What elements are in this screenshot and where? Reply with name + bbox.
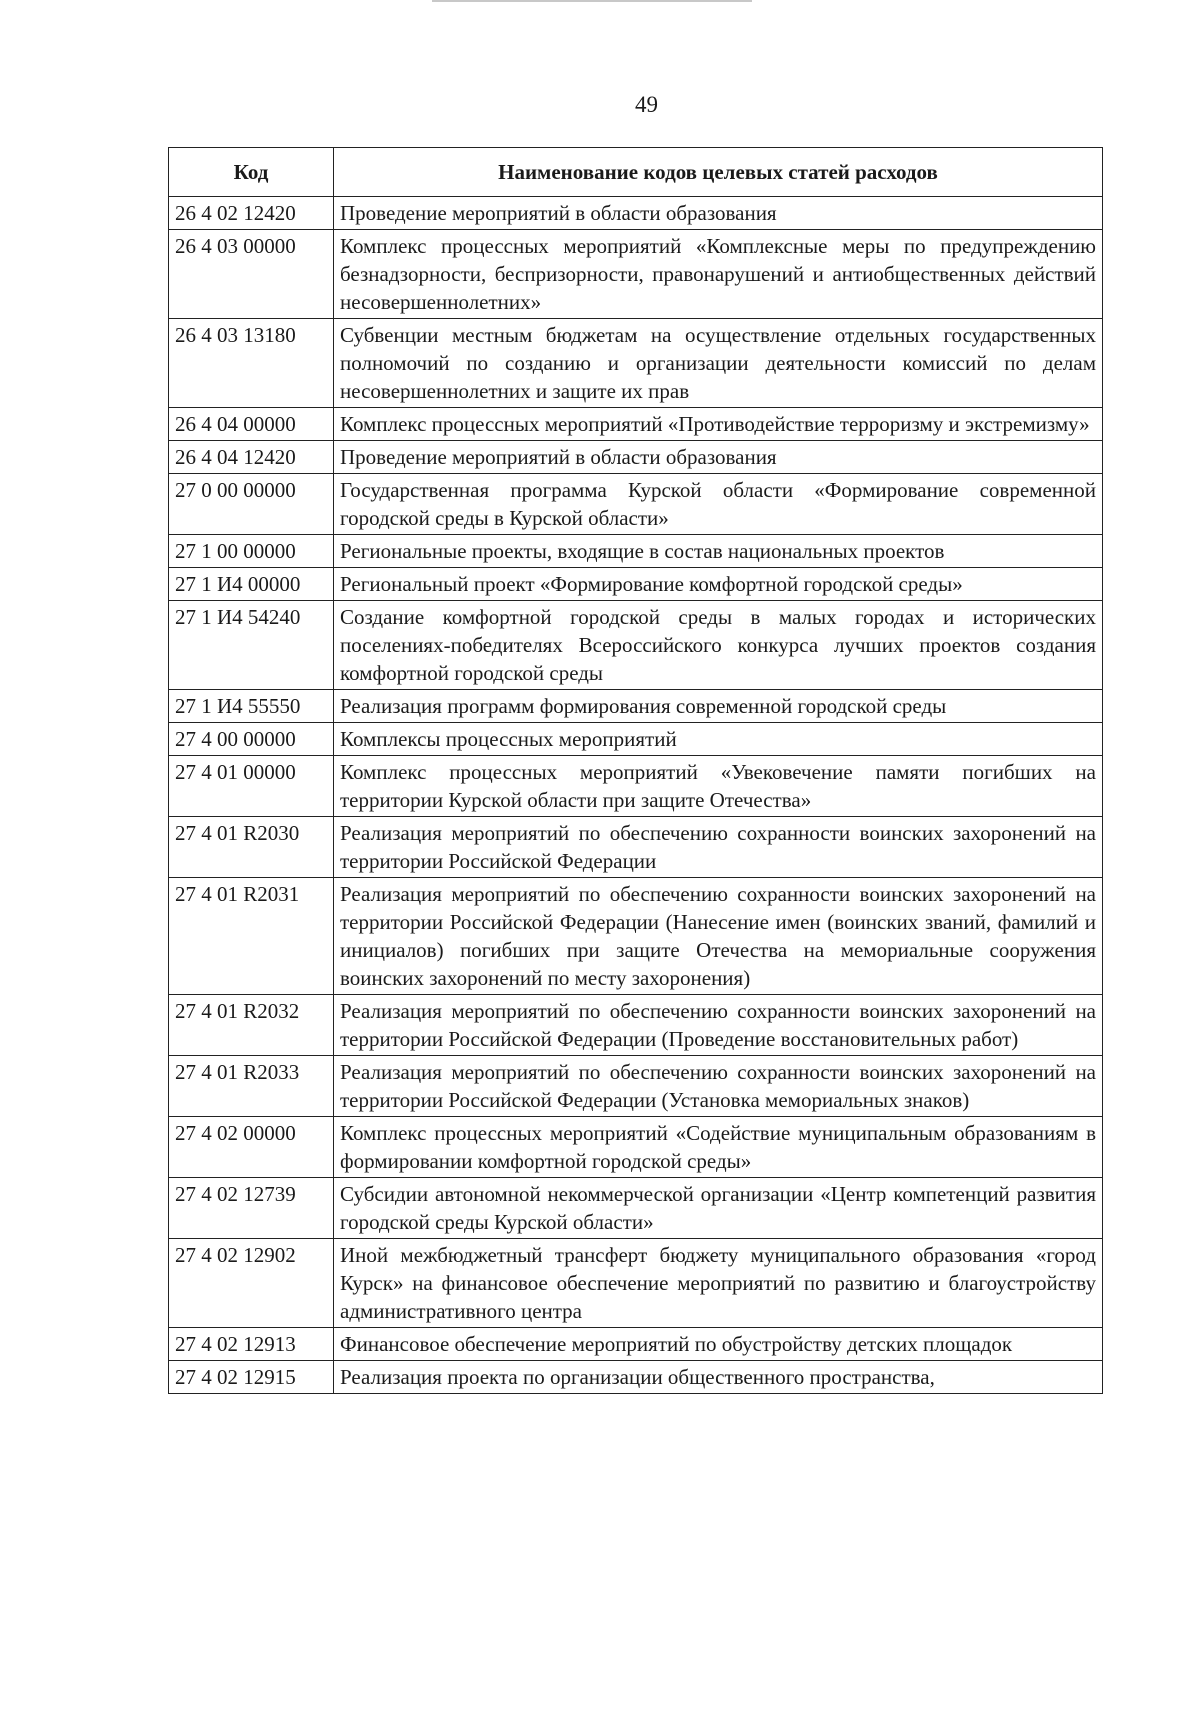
table-row <box>169 197 1103 230</box>
row-name: Региональные проекты, входящие в состав национальных проектов <box>334 535 1103 568</box>
table-body <box>169 197 1103 1394</box>
page-number: 49 <box>635 92 658 117</box>
row-name: Проведение мероприятий в области образования <box>334 197 1103 230</box>
row-code: 26 4 03 00000 <box>169 230 334 319</box>
row-code: 27 4 02 12913 <box>169 1328 334 1361</box>
row-code: 27 4 00 00000 <box>169 723 334 756</box>
table-row <box>169 756 1103 817</box>
row-code: 27 1 И4 54240 <box>169 601 334 690</box>
table-header-row <box>169 148 1103 197</box>
row-name: Реализация программ формирования современной городской среды <box>334 690 1103 723</box>
table-row <box>169 601 1103 690</box>
table-row <box>169 319 1103 408</box>
header-name: Наименование кодов целевых статей расходов <box>334 148 1103 197</box>
row-code: 26 4 02 12420 <box>169 197 334 230</box>
table-row <box>169 1178 1103 1239</box>
row-name: Государственная программа Курской области «Формирование современной городской среды в Курской области» <box>334 474 1103 535</box>
row-code: 27 4 01 R2033 <box>169 1056 334 1117</box>
row-name: Реализация мероприятий по обеспечению сохранности воинских захоронений на территории Российской Федерации (Установка мемориальных знаков) <box>334 1056 1103 1117</box>
row-code: 27 4 02 00000 <box>169 1117 334 1178</box>
header-code: Код <box>169 148 334 197</box>
top-edge-mark <box>432 0 752 2</box>
row-name: Комплекс процессных мероприятий «Противодействие терроризму и экстремизму» <box>334 408 1103 441</box>
row-code: 26 4 04 12420 <box>169 441 334 474</box>
row-code: 26 4 03 13180 <box>169 319 334 408</box>
row-name: Субвенции местным бюджетам на осуществление отдельных государственных полномочий по созданию и организации деятельности комиссий по делам несовершеннолетних и защите их прав <box>334 319 1103 408</box>
row-code: 27 1 И4 55550 <box>169 690 334 723</box>
row-name: Комплекс процессных мероприятий «Содействие муниципальным образованиям в формировании комфортной городской среды» <box>334 1117 1103 1178</box>
row-name: Комплекс процессных мероприятий «Увековечение памяти погибших на территории Курской области при защите Отечества» <box>334 756 1103 817</box>
row-name: Региональный проект «Формирование комфортной городской среды» <box>334 568 1103 601</box>
row-name: Реализация мероприятий по обеспечению сохранности воинских захоронений на территории Российской Федерации <box>334 817 1103 878</box>
table-row <box>169 690 1103 723</box>
row-code: 27 4 02 12915 <box>169 1361 334 1394</box>
table-row <box>169 1239 1103 1328</box>
table-row <box>169 1117 1103 1178</box>
budget-codes-table <box>168 147 1103 1394</box>
table-row <box>169 995 1103 1056</box>
table-row <box>169 817 1103 878</box>
table-row <box>169 230 1103 319</box>
row-name: Комплекс процессных мероприятий «Комплексные меры по предупреждению безнадзорности, беспризорности, правонарушений и антиобщественных действий несовершеннолетних» <box>334 230 1103 319</box>
row-name: Создание комфортной городской среды в малых городах и исторических поселениях-победителях Всероссийского конкурса лучших проектов создания комфортной городской среды <box>334 601 1103 690</box>
row-name: Реализация проекта по организации общественного пространства, <box>334 1361 1103 1394</box>
row-code: 27 1 И4 00000 <box>169 568 334 601</box>
table-row <box>169 535 1103 568</box>
row-code: 27 4 01 R2031 <box>169 878 334 995</box>
row-code: 27 4 02 12902 <box>169 1239 334 1328</box>
table-row <box>169 408 1103 441</box>
row-name: Проведение мероприятий в области образования <box>334 441 1103 474</box>
table-row <box>169 1056 1103 1117</box>
table-row <box>169 1328 1103 1361</box>
table-row <box>169 878 1103 995</box>
row-name: Реализация мероприятий по обеспечению сохранности воинских захоронений на территории Российской Федерации (Проведение восстановительных работ) <box>334 995 1103 1056</box>
row-name: Реализация мероприятий по обеспечению сохранности воинских захоронений на территории Российской Федерации (Нанесение имен (воинских званий, фамилий и инициалов) погибших при защите Отечества на мемориальные сооружения воинских захоронений по месту захоронения) <box>334 878 1103 995</box>
table-row <box>169 474 1103 535</box>
row-code: 27 1 00 00000 <box>169 535 334 568</box>
table-row <box>169 1361 1103 1394</box>
row-code: 27 4 02 12739 <box>169 1178 334 1239</box>
table-row <box>169 723 1103 756</box>
row-code: 27 4 01 00000 <box>169 756 334 817</box>
row-code: 27 4 01 R2032 <box>169 995 334 1056</box>
row-name: Финансовое обеспечение мероприятий по обустройству детских площадок <box>334 1328 1103 1361</box>
table-row <box>169 441 1103 474</box>
row-name: Субсидии автономной некоммерческой организации «Центр компетенций развития городской среды Курской области» <box>334 1178 1103 1239</box>
row-name: Иной межбюджетный трансферт бюджету муниципального образования «город Курск» на финансовое обеспечение мероприятий по развитию и благоустройству административного центра <box>334 1239 1103 1328</box>
row-name: Комплексы процессных мероприятий <box>334 723 1103 756</box>
row-code: 26 4 04 00000 <box>169 408 334 441</box>
table-row <box>169 568 1103 601</box>
row-code: 27 0 00 00000 <box>169 474 334 535</box>
row-code: 27 4 01 R2030 <box>169 817 334 878</box>
